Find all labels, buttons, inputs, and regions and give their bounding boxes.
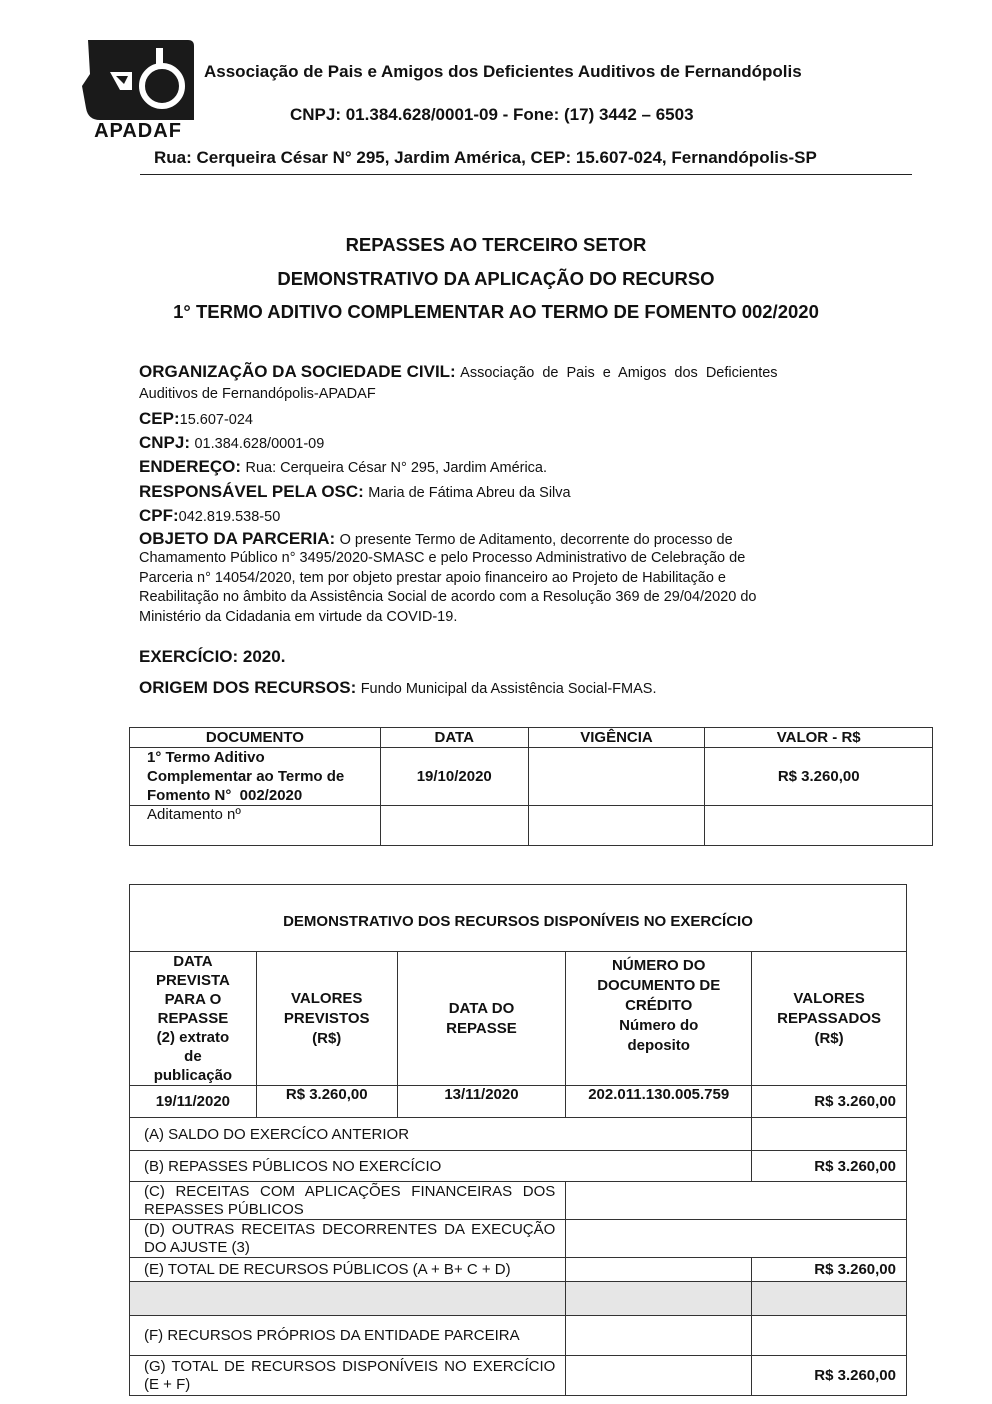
summary-row — [130, 1182, 907, 1220]
objeto-line: Reabilitação no âmbito da Assistência Social de acordo com a Resolução 369 de 29/04/2020 do — [139, 589, 757, 605]
cell-vigencia — [528, 806, 705, 846]
cell-valores-repassados: R$ 3.260,00 — [752, 1086, 907, 1118]
cep-field — [139, 408, 253, 431]
summary-row — [130, 1220, 907, 1258]
cell-valores-previstos: R$ 3.260,00 — [256, 1086, 397, 1118]
exercicio: EXERCÍCIO: 2020. — [139, 647, 286, 666]
header-line: REPASSE — [446, 1019, 517, 1037]
header-line: DOCUMENTO DE — [597, 977, 721, 994]
apadaf-logo — [80, 38, 196, 142]
objeto-line: Ministério da Cidadania em virtude da COVID-19. — [139, 608, 458, 625]
summary-label: (A) SALDO DO EXERCÍCO ANTERIOR — [130, 1118, 752, 1151]
header-line: PARA O — [164, 991, 222, 1008]
summary-row — [130, 1118, 907, 1151]
header-numero-documento — [566, 952, 752, 1086]
summary-row-shaded — [130, 1282, 907, 1316]
cell-valor — [705, 806, 933, 846]
summary-label — [130, 1282, 566, 1316]
header-line: PREVISTOS — [283, 1009, 370, 1027]
header-line: Número do — [619, 1017, 699, 1034]
endereco-label: ENDEREÇO: — [139, 457, 242, 476]
header-line: VALORES — [793, 989, 865, 1007]
summary-blank — [566, 1258, 752, 1282]
cep-value: 15.607-024 — [179, 412, 253, 428]
summary-label: (G) TOTAL DE RECURSOS DISPONÍVEIS NO EXERCÍCIO (E + F) — [130, 1356, 566, 1396]
header-valores-repassados — [752, 952, 907, 1086]
osc-label: ORGANIZAÇÃO DA SOCIEDADE CIVIL: — [139, 362, 456, 381]
doc-line: Fomento N° 002/2020 — [147, 787, 303, 804]
header-address: Rua: Cerqueira César N° 295, Jardim América, CEP: 15.607-024, Fernandópolis-SP — [154, 148, 817, 167]
summary-value: R$ 3.260,00 — [752, 1258, 907, 1282]
summary-blank — [566, 1282, 752, 1316]
cep-label: CEP: — [139, 409, 180, 428]
osc-value: Associação de Pais e Amigos dos Deficientes — [460, 365, 778, 381]
header-line: REPASSE — [157, 1010, 229, 1027]
header-line: VALORES — [291, 989, 363, 1007]
objeto-line: Parceria n° 14054/2020, tem por objeto prestar apoio financeiro ao Projeto de Habilitação e — [139, 569, 726, 586]
header-vigencia: VIGÊNCIA — [528, 728, 705, 748]
origem-label: ORIGEM DOS RECURSOS: — [139, 678, 357, 697]
header-documento: DOCUMENTO — [130, 728, 381, 748]
title-line-1: REPASSES AO TERCEIRO SETOR — [345, 234, 647, 255]
cpf-value: 042.819.538-50 — [178, 509, 281, 525]
objeto-label: OBJETO DA PARCERIA: — [139, 529, 336, 548]
summary-row — [130, 1258, 907, 1282]
resources-title-row — [130, 885, 907, 952]
header-data-prevista — [130, 952, 257, 1086]
summary-value — [566, 1220, 907, 1258]
title-line-3: 1° TERMO ADITIVO COMPLEMENTAR AO TERMO DE FOMENTO 002/2020 — [173, 301, 819, 322]
origem-field — [139, 677, 656, 700]
header-line: deposito — [627, 1037, 690, 1054]
cpf-label: CPF: — [139, 506, 179, 525]
logo-text: APADAF — [94, 120, 182, 142]
header-line: publicação — [153, 1067, 233, 1084]
cell-documento — [130, 748, 381, 806]
header-line: PREVISTA — [155, 972, 230, 989]
resources-title: DEMONSTRATIVO DOS RECURSOS DISPONÍVEIS NO EXERCÍCIO — [130, 885, 907, 952]
responsavel-label: RESPONSÁVEL PELA OSC: — [139, 482, 364, 501]
responsavel-value: Maria de Fátima Abreu da Silva — [368, 485, 571, 501]
table-header-row — [130, 728, 933, 748]
responsavel-field — [139, 481, 571, 504]
header-line: (R$) — [312, 1029, 342, 1047]
header-divider — [140, 174, 912, 175]
header-line: (R$) — [814, 1029, 844, 1047]
endereco-field — [139, 456, 547, 479]
summary-blank — [566, 1316, 752, 1356]
summary-label: (C) RECEITAS COM APLICAÇÕES FINANCEIRAS DOS REPASSES PÚBLICOS — [130, 1182, 566, 1220]
header-data: DATA — [380, 728, 528, 748]
table-row — [130, 806, 933, 846]
objeto-text — [139, 549, 859, 627]
endereco-value: Rua: Cerqueira César N° 295, Jardim América. — [245, 460, 548, 476]
header-line: REPASSADOS — [777, 1009, 882, 1027]
header-line: NÚMERO DO — [612, 957, 706, 974]
cell-data — [380, 806, 528, 846]
cnpj-phone: CNPJ: 01.384.628/0001-09 - Fone: (17) 3442 – 6503 — [290, 105, 694, 124]
header-line: CRÉDITO — [625, 997, 693, 1014]
cell-data-prevista: 19/11/2020 — [130, 1086, 257, 1118]
summary-label: (F) RECURSOS PRÓPRIOS DA ENTIDADE PARCEIRA — [130, 1316, 566, 1356]
summary-value: R$ 3.260,00 — [752, 1356, 907, 1396]
cell-data-repasse: 13/11/2020 — [397, 1086, 566, 1118]
summary-row — [130, 1316, 907, 1356]
summary-label: (D) OUTRAS RECEITAS DECORRENTES DA EXECUÇÃO DO AJUSTE (3) — [130, 1220, 566, 1258]
doc-line: 1° Termo Aditivo — [147, 749, 265, 766]
summary-row — [130, 1151, 907, 1182]
summary-label: (E) TOTAL DE RECURSOS PÚBLICOS (A + B+ C + D) — [130, 1258, 566, 1282]
cell-documento: Aditamento nº — [130, 806, 381, 846]
summary-row — [130, 1356, 907, 1396]
summary-value — [566, 1182, 907, 1220]
org-name: Associação de Pais e Amigos dos Deficientes Auditivos de Fernandópolis — [204, 62, 802, 81]
objeto-field — [139, 528, 733, 551]
document-table — [129, 727, 933, 846]
table-row — [130, 748, 933, 806]
header-line: DATA DO — [448, 999, 515, 1017]
osc-value-cont: Auditivos de Fernandópolis-APADAF — [139, 386, 376, 402]
resources-table — [129, 884, 907, 1396]
origem-value: Fundo Municipal da Assistência Social-FMAS. — [360, 681, 657, 697]
objeto-line: Chamamento Público n° 3495/2020-SMASC e pelo Processo Administrativo de Celebração de — [139, 550, 746, 566]
resources-header-row — [130, 952, 907, 1086]
doc-line: Complementar ao Termo de — [147, 768, 345, 785]
summary-label: (B) REPASSES PÚBLICOS NO EXERCÍCIO — [130, 1151, 752, 1182]
summary-blank — [566, 1356, 752, 1396]
header-line: (2) extrato — [156, 1029, 230, 1046]
cnpj-value: 01.384.628/0001-09 — [194, 436, 325, 452]
cell-vigencia — [528, 748, 705, 806]
header-line: DATA — [173, 953, 213, 970]
header-valor: VALOR - R$ — [705, 728, 933, 748]
cell-data: 19/10/2020 — [380, 748, 528, 806]
header-valores-previstos — [256, 952, 397, 1086]
summary-value: R$ 3.260,00 — [752, 1151, 907, 1182]
objeto-line: O presente Termo de Aditamento, decorrente do processo de — [339, 532, 733, 548]
cnpj-label: CNPJ: — [139, 433, 191, 452]
header-line: de — [184, 1048, 202, 1065]
summary-value — [752, 1282, 907, 1316]
table-row — [130, 1086, 907, 1118]
cnpj-field — [139, 432, 324, 455]
header-data-repasse — [397, 952, 566, 1086]
cell-valor: R$ 3.260,00 — [705, 748, 933, 806]
osc-field — [139, 361, 879, 384]
summary-value — [752, 1316, 907, 1356]
summary-value — [752, 1118, 907, 1151]
cell-numero-documento: 202.011.130.005.759 — [566, 1086, 752, 1118]
title-line-2: DEMONSTRATIVO DA APLICAÇÃO DO RECURSO — [277, 268, 715, 289]
cpf-field — [139, 505, 280, 528]
